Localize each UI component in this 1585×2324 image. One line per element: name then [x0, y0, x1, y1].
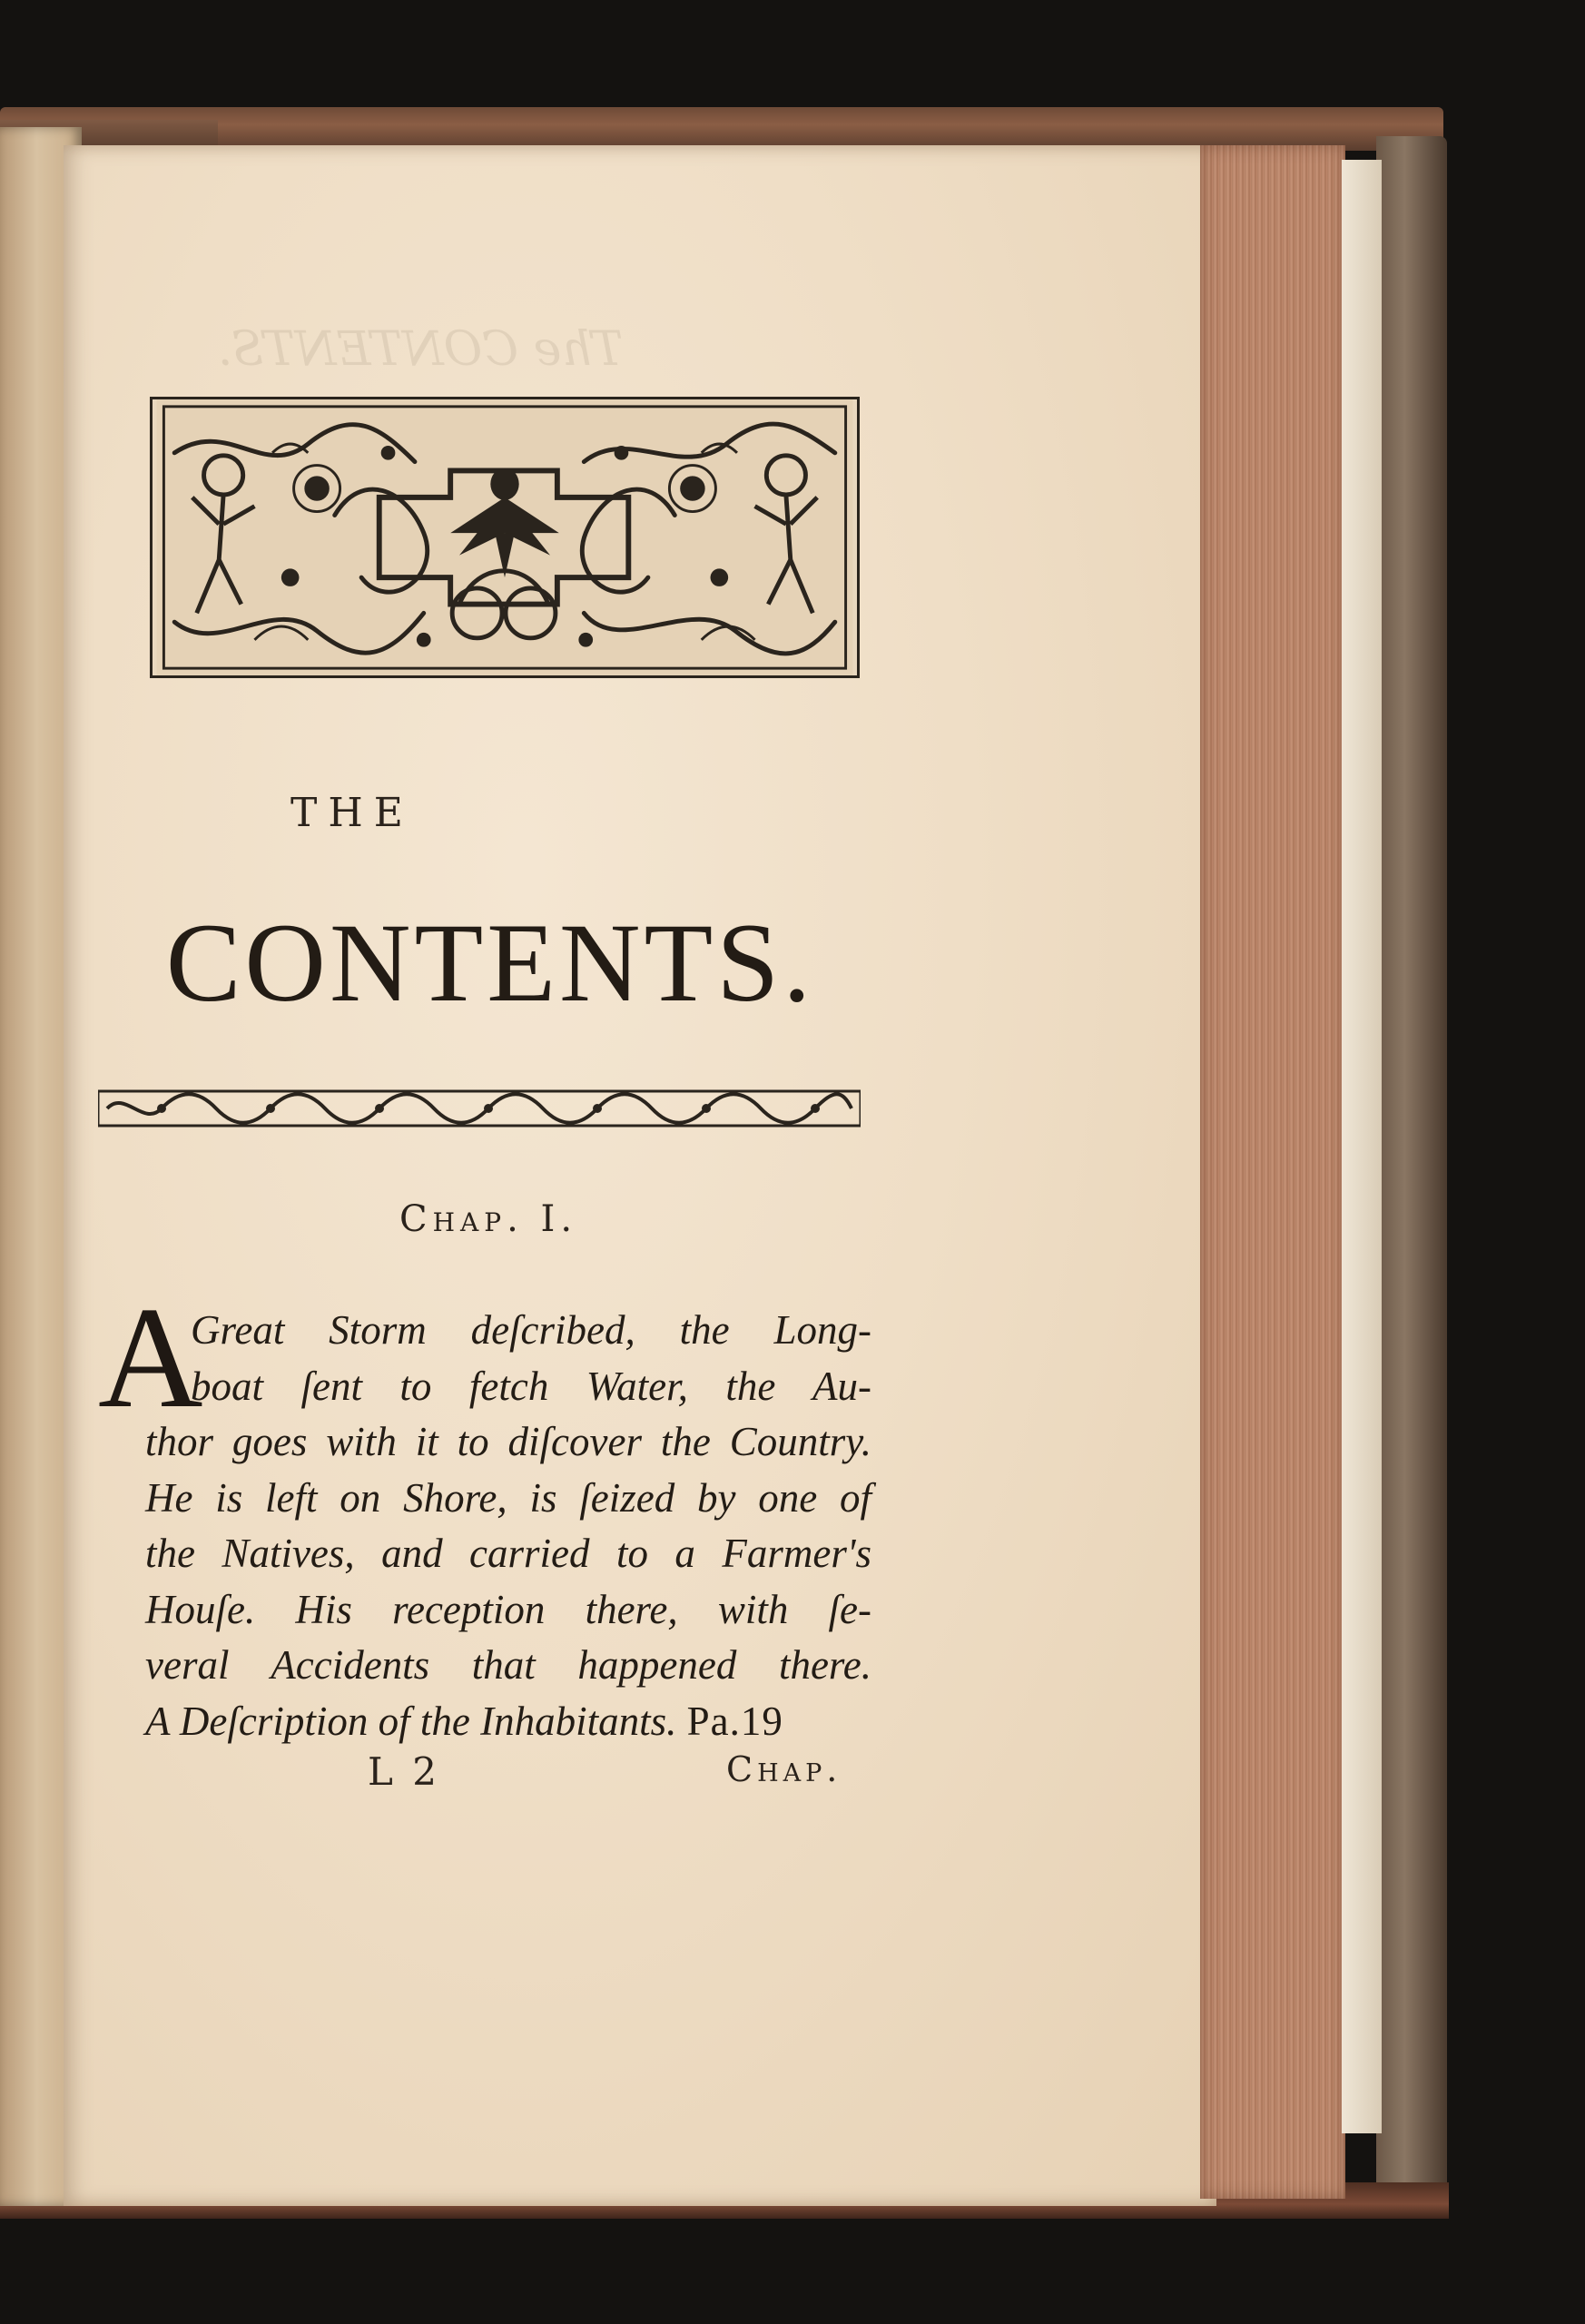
drop-cap: A — [98, 1276, 203, 1438]
title-the: THE — [290, 790, 414, 836]
summary-line: Great Storm deſcribed, the Long- — [191, 1307, 871, 1353]
summary-line: Houſe. His reception there, with ſe- — [145, 1586, 871, 1632]
summary-line: the Natives, and carried to a Farmer's — [145, 1531, 871, 1576]
floral-eagle-headpiece-icon — [153, 399, 857, 675]
summary-line: A Deſcription of the Inhabitants. — [145, 1698, 677, 1744]
headpiece-ornament — [150, 397, 860, 678]
show-through-text: The CONTENTS. — [218, 322, 624, 377]
endpaper-edge — [1342, 160, 1382, 2133]
summary-line-last — [145, 1694, 871, 1750]
summary-line: veral Accidents that happened there. — [145, 1642, 871, 1688]
scrollwork-rule-icon — [98, 1089, 861, 1128]
summary-line: boat ſent to fetch Water, the Au- — [191, 1363, 871, 1409]
rule-ornament — [98, 1089, 861, 1128]
page-fore-edge — [1200, 145, 1345, 2199]
summary-line: thor goes with it to diſcover the Country. — [145, 1419, 871, 1464]
back-cover-edge — [1376, 136, 1447, 2215]
chapter-heading: Chap. I. — [399, 1198, 578, 1240]
chapter-summary — [145, 1303, 871, 1749]
signature-mark: L 2 — [368, 1749, 440, 1794]
page-reference: Pa.19 — [686, 1698, 783, 1744]
page-title: CONTENTS. — [165, 901, 815, 1025]
summary-line: He is left on Shore, is ſeized by one of — [145, 1474, 871, 1521]
catchword: Chap. — [726, 1749, 842, 1789]
